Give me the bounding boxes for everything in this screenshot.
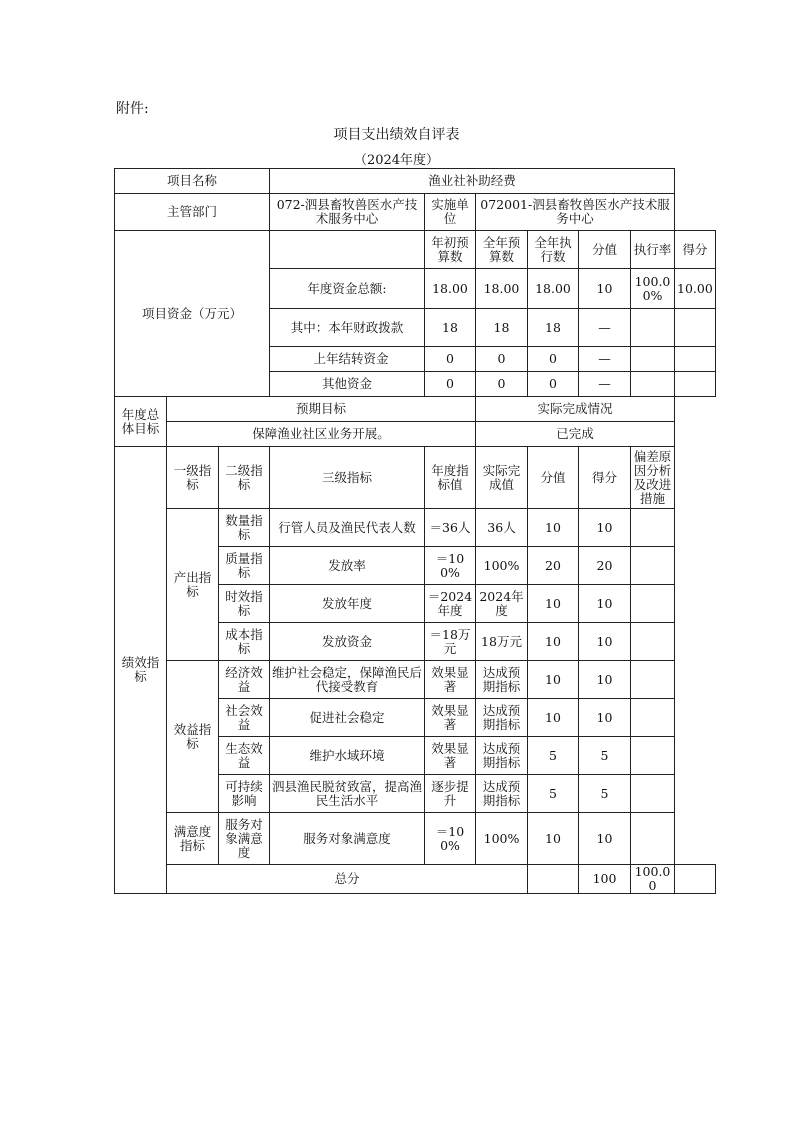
funds-row-annual: 18	[476, 309, 528, 347]
performance-header-score-value: 分值	[528, 447, 579, 509]
total-score-value: 100	[579, 865, 631, 894]
funds-row-annual: 0	[476, 347, 528, 372]
indicator-target: 效果显著	[425, 661, 476, 699]
performance-header-level3: 三级指标	[270, 447, 425, 509]
indicator-level3: 维护水域环境	[270, 737, 425, 775]
funds-row-score-value: —	[579, 309, 631, 347]
project-name-value: 渔业社补助经费	[270, 169, 675, 194]
indicator-target: ＝100%	[425, 813, 476, 865]
indicator-score-value: 5	[528, 737, 579, 775]
indicator-level3: 发放资金	[270, 623, 425, 661]
indicator-score-value: 10	[528, 585, 579, 623]
dept-label: 主管部门	[115, 194, 270, 231]
indicator-level2: 可持续影响	[219, 775, 270, 813]
indicator-target: ＝100%	[425, 547, 476, 585]
form-title: 项目支出绩效自评表	[333, 127, 460, 143]
level1-output: 产出指标	[167, 509, 219, 661]
funds-row-executed: 0	[528, 372, 579, 397]
funds-row-score-value: —	[579, 347, 631, 372]
indicator-deviation	[631, 699, 675, 737]
funds-row-score-value: —	[579, 372, 631, 397]
indicator-level2: 数量指标	[219, 509, 270, 547]
indicator-score-value: 5	[528, 775, 579, 813]
funds-header-rate: 执行率	[631, 231, 675, 269]
indicator-level2: 质量指标	[219, 547, 270, 585]
performance-header-score: 得分	[579, 447, 631, 509]
funds-row-annual: 18.00	[476, 269, 528, 309]
funds-header-blank	[270, 231, 425, 269]
funds-row-score	[675, 347, 716, 372]
funds-row-initial: 0	[425, 372, 476, 397]
performance-header-level2: 二级指标	[219, 447, 270, 509]
goal-expected-value: 保障渔业社区业务开展。	[167, 422, 476, 447]
goal-value-row	[115, 422, 716, 447]
indicator-target: 逐步提升	[425, 775, 476, 813]
funds-row-score-value: 10	[579, 269, 631, 309]
funds-row-initial: 0	[425, 347, 476, 372]
performance-header-row	[115, 447, 716, 509]
goal-header-row	[115, 397, 716, 422]
indicator-actual: 达成预期指标	[476, 737, 528, 775]
funds-row-initial: 18.00	[425, 269, 476, 309]
indicator-actual: 100%	[476, 547, 528, 585]
indicator-score: 10	[579, 623, 631, 661]
total-row	[115, 865, 716, 894]
indicator-row	[115, 509, 716, 547]
funds-row-score: 10.00	[675, 269, 716, 309]
funds-header-initial: 年初预算数	[425, 231, 476, 269]
indicator-deviation	[631, 813, 675, 865]
indicator-target: 效果显著	[425, 699, 476, 737]
indicator-deviation	[631, 623, 675, 661]
funds-row-score	[675, 309, 716, 347]
funds-header-annual: 全年预算数	[476, 231, 528, 269]
indicator-score-value: 10	[528, 661, 579, 699]
indicator-level3: 发放年度	[270, 585, 425, 623]
indicator-actual: 36人	[476, 509, 528, 547]
funds-row-rate	[631, 347, 675, 372]
indicator-score-value: 10	[528, 813, 579, 865]
indicator-row	[115, 661, 716, 699]
indicator-deviation	[631, 661, 675, 699]
indicator-level2: 经济效益	[219, 661, 270, 699]
indicator-deviation	[631, 585, 675, 623]
funds-row-label: 其他资金	[270, 372, 425, 397]
level1-satisfaction: 满意度指标	[167, 813, 219, 865]
performance-header-target: 年度指标值	[425, 447, 476, 509]
indicator-deviation	[631, 509, 675, 547]
indicator-level3: 泗县渔民脱贫致富，提高渔民生活水平	[270, 775, 425, 813]
indicator-score-value: 20	[528, 547, 579, 585]
indicator-actual: 达成预期指标	[476, 661, 528, 699]
indicator-score: 10	[579, 661, 631, 699]
indicator-level2: 服务对象满意度	[219, 813, 270, 865]
indicator-level3: 维护社会稳定，保障渔民后代接受教育	[270, 661, 425, 699]
dept-row	[115, 194, 716, 231]
indicator-actual: 达成预期指标	[476, 775, 528, 813]
indicator-actual: 达成预期指标	[476, 699, 528, 737]
indicator-target: ＝36人	[425, 509, 476, 547]
goal-expected-header: 预期目标	[167, 397, 476, 422]
total-score: 100.00	[631, 865, 675, 894]
indicator-score-value: 10	[528, 509, 579, 547]
indicator-score: 10	[579, 509, 631, 547]
impl-value: 072001-泗县畜牧兽医水产技术服务中心	[476, 194, 675, 231]
indicator-deviation	[631, 737, 675, 775]
total-label: 总分	[167, 865, 528, 894]
total-deviation	[675, 865, 716, 894]
self-evaluation-table	[114, 168, 716, 894]
performance-header-deviation: 偏差原因分析及改进措施	[631, 447, 675, 509]
indicator-level2: 成本指标	[219, 623, 270, 661]
indicator-level2: 生态效益	[219, 737, 270, 775]
indicator-deviation	[631, 547, 675, 585]
level1-benefit: 效益指标	[167, 661, 219, 813]
indicator-level3: 服务对象满意度	[270, 813, 425, 865]
funds-row-executed: 18	[528, 309, 579, 347]
goal-actual-header: 实际完成情况	[476, 397, 675, 422]
funds-header-executed: 全年执行数	[528, 231, 579, 269]
indicator-score: 5	[579, 775, 631, 813]
indicator-level2: 时效指标	[219, 585, 270, 623]
project-name-row	[115, 169, 716, 194]
indicator-row	[115, 813, 716, 865]
indicator-target: ＝18万元	[425, 623, 476, 661]
funds-row-initial: 18	[425, 309, 476, 347]
performance-header-actual: 实际完成值	[476, 447, 528, 509]
indicator-level2: 社会效益	[219, 699, 270, 737]
indicator-target: ＝2024年度	[425, 585, 476, 623]
indicator-score: 10	[579, 813, 631, 865]
funds-row-label: 上年结转资金	[270, 347, 425, 372]
funds-row-score	[675, 372, 716, 397]
performance-label: 绩效指标	[115, 447, 167, 894]
indicator-level3: 促进社会稳定	[270, 699, 425, 737]
funds-row-label: 其中：本年财政拨款	[270, 309, 425, 347]
funds-header-row	[115, 231, 716, 269]
indicator-actual: 18万元	[476, 623, 528, 661]
indicator-score: 10	[579, 699, 631, 737]
performance-header-level1: 一级指标	[167, 447, 219, 509]
indicator-actual: 100%	[476, 813, 528, 865]
goal-actual-value: 已完成	[476, 422, 675, 447]
indicator-score-value: 10	[528, 699, 579, 737]
indicator-score: 10	[579, 585, 631, 623]
project-name-label: 项目名称	[115, 169, 270, 194]
funds-row-executed: 18.00	[528, 269, 579, 309]
indicator-target: 效果显著	[425, 737, 476, 775]
goal-label: 年度总体目标	[115, 397, 167, 447]
funds-row-label: 年度资金总额:	[270, 269, 425, 309]
total-blank	[528, 865, 579, 894]
attachment-label: 附件:	[116, 101, 149, 117]
funds-header-score: 得分	[675, 231, 716, 269]
indicator-score-value: 10	[528, 623, 579, 661]
funds-row-rate	[631, 372, 675, 397]
indicator-score: 5	[579, 737, 631, 775]
indicator-deviation	[631, 775, 675, 813]
form-year: （2024年度）	[353, 153, 440, 168]
indicator-level3: 发放率	[270, 547, 425, 585]
dept-value: 072-泗县畜牧兽医水产技术服务中心	[270, 194, 425, 231]
funds-row-executed: 0	[528, 347, 579, 372]
indicator-score: 20	[579, 547, 631, 585]
indicator-level3: 行管人员及渔民代表人数	[270, 509, 425, 547]
indicator-actual: 2024年度	[476, 585, 528, 623]
funds-row-rate: 100.00%	[631, 269, 675, 309]
funds-label: 项目资金（万元）	[115, 231, 270, 397]
funds-row-annual: 0	[476, 372, 528, 397]
funds-row-rate	[631, 309, 675, 347]
impl-label: 实施单位	[425, 194, 476, 231]
funds-header-score-value: 分值	[579, 231, 631, 269]
